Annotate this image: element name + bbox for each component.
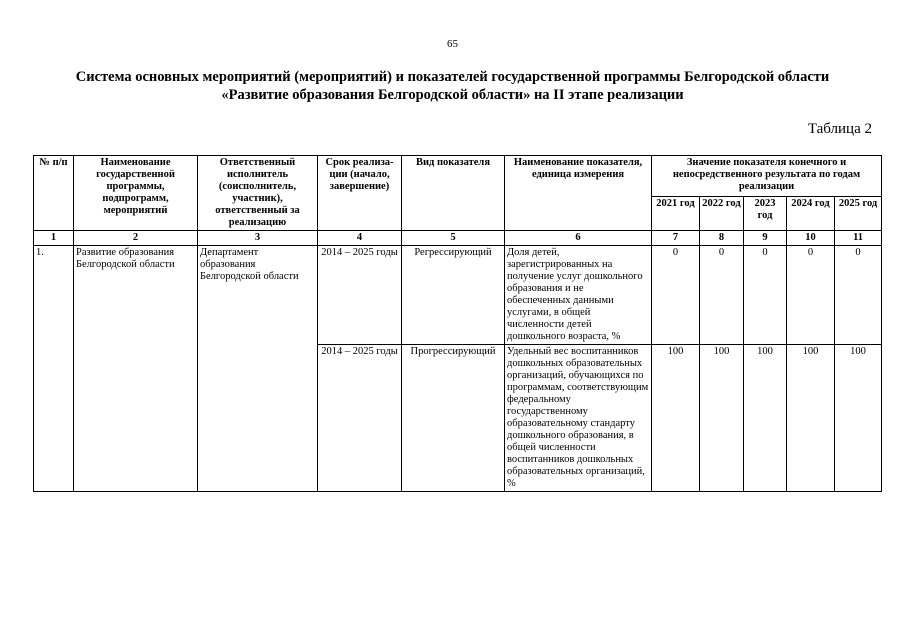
header-term: Срок реализа-ции (начало, завершение) [318, 156, 402, 231]
value-2025: 0 [835, 246, 882, 345]
title-line-1: Система основных мероприятий (мероприятий) и показателей государственной программы Белгородской области [75, 69, 830, 85]
value-2024: 100 [787, 345, 835, 492]
header-indicator: Наименование показателя, единица измерения [505, 156, 652, 231]
header-values-group: Значение показателя конечного и непосредственного результата по годам реализации [652, 156, 882, 197]
indicator-kind: Регрессирующий [402, 246, 505, 345]
table-row [34, 246, 882, 345]
header-num: № п/п [34, 156, 74, 231]
header-year-2022: 2022 год [700, 197, 744, 231]
value-2021: 0 [652, 246, 700, 345]
value-2025: 100 [835, 345, 882, 492]
header-kind: Вид показателя [402, 156, 505, 231]
column-number: 10 [787, 231, 835, 246]
header-year-2023: 2023 год [744, 197, 787, 231]
column-number: 7 [652, 231, 700, 246]
column-number: 6 [505, 231, 652, 246]
header-name: Наименование государственной программы, подпрограмм, мероприятий [74, 156, 198, 231]
responsible-executor: Департамент образования Белгородской области [198, 246, 318, 492]
indicator-name: Доля детей, зарегистрированных на получение услуг дошкольного образования и не обеспеченных данными услугами, в общей численности детей дошкольного возраста, % [505, 246, 652, 345]
implementation-term: 2014 – 2025 годы [318, 345, 402, 492]
indicators-table [33, 155, 882, 492]
value-2024: 0 [787, 246, 835, 345]
program-name: Развитие образования Белгородской области [74, 246, 198, 492]
value-2021: 100 [652, 345, 700, 492]
column-number: 5 [402, 231, 505, 246]
indicator-kind: Прогрессирующий [402, 345, 505, 492]
value-2022: 100 [700, 345, 744, 492]
column-number: 3 [198, 231, 318, 246]
column-number: 11 [835, 231, 882, 246]
value-2023: 0 [744, 246, 787, 345]
document-title [40, 68, 865, 104]
column-number-row [34, 231, 882, 246]
header-year-2024: 2024 год [787, 197, 835, 231]
implementation-term: 2014 – 2025 годы [318, 246, 402, 345]
header-executor: Ответственный исполнитель (соисполнитель, участник), ответственный за реализацию [198, 156, 318, 231]
column-number: 9 [744, 231, 787, 246]
row-number: 1. [34, 246, 74, 492]
title-line-2: «Развитие образования Белгородской области» на II этапе реализации [221, 87, 684, 103]
page-number: 65 [447, 38, 458, 50]
column-number: 4 [318, 231, 402, 246]
header-year-2025: 2025 год [835, 197, 882, 231]
column-number: 2 [74, 231, 198, 246]
value-2022: 0 [700, 246, 744, 345]
table-caption: Таблица 2 [807, 121, 872, 137]
header-year-2021: 2021 год [652, 197, 700, 231]
column-number: 1 [34, 231, 74, 246]
column-number: 8 [700, 231, 744, 246]
header-row-1 [34, 156, 882, 197]
value-2023: 100 [744, 345, 787, 492]
indicator-name: Удельный вес воспитанников дошкольных образовательных организаций, обучающихся по программам, соответствующим федеральному государственному образовательному стандарту дошкольного образования, в общей численности воспитанников дошкольных образовательных организаций, % [505, 345, 652, 492]
